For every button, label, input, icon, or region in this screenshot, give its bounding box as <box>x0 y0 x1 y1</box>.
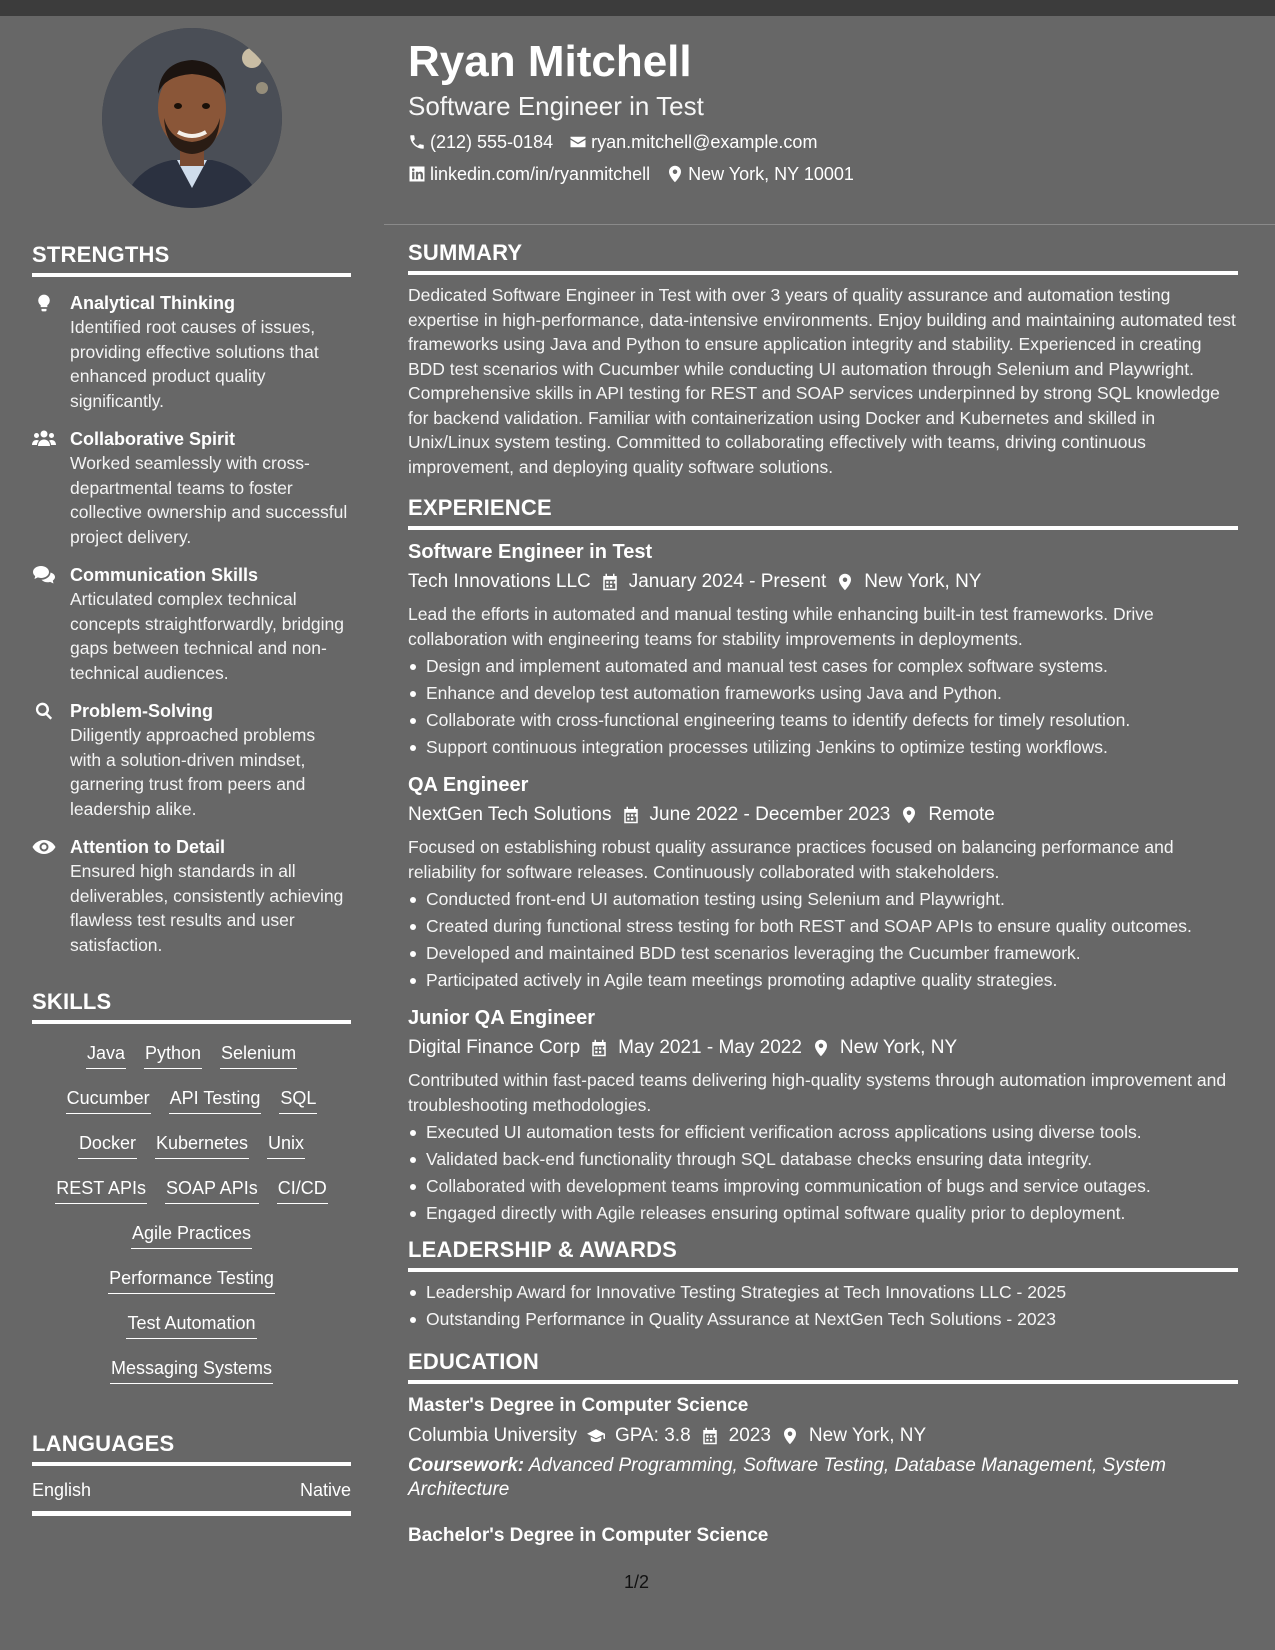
school-location: New York, NY <box>808 1425 927 1446</box>
job-bullet: Validated back-end functionality through SQL database checks ensuring data integrity. <box>408 1147 1238 1171</box>
comments-icon <box>32 563 70 685</box>
lightbulb-icon <box>32 291 70 413</box>
job-dates: June 2022 - December 2023 <box>649 804 891 825</box>
degree-title: Master's Degree in Computer Science <box>408 1395 749 1416</box>
experience-heading: EXPERIENCE <box>408 495 1238 530</box>
skill-tag: Docker <box>78 1130 137 1159</box>
page-number: 1/2 <box>624 1572 650 1592</box>
award-item: Outstanding Performance in Quality Assurance at NextGen Tech Solutions - 2023 <box>408 1307 1238 1331</box>
contact-phone: (212) 555-0184 <box>408 130 553 154</box>
linkedin-icon <box>408 165 426 183</box>
job-description: Lead the efforts in automated and manual testing while enhancing built-in test frameworks. Drive collaboration with engineering teams for stability improvements in deployments. <box>408 604 1154 649</box>
skill-tag: Performance Testing <box>108 1265 275 1294</box>
strength-description: Ensured high standards in all deliverables, consistently achieving flawless test results and user satisfaction. <box>70 861 344 955</box>
contact-location: New York, NY 10001 <box>666 162 854 186</box>
calendar-icon <box>590 1039 608 1057</box>
strength-item <box>32 835 351 957</box>
envelope-icon <box>569 133 587 151</box>
resume-header <box>408 34 1238 186</box>
map-marker-icon <box>666 165 684 183</box>
job-company: NextGen Tech Solutions <box>408 804 612 825</box>
job-bullet: Conducted front-end UI automation testing using Selenium and Playwright. <box>408 887 1238 911</box>
skills-section <box>32 989 351 1400</box>
job-bullet: Created during functional stress testing for both REST and SOAP APIs to ensure quality outcomes. <box>408 914 1238 938</box>
awards-heading: LEADERSHIP & AWARDS <box>408 1237 1238 1272</box>
job-title: QA Engineer <box>408 774 529 796</box>
education-heading: EDUCATION <box>408 1349 1238 1384</box>
job-title: Junior QA Engineer <box>408 1007 596 1029</box>
skill-tag: Test Automation <box>126 1310 256 1339</box>
language-level: Native <box>299 1480 351 1500</box>
calendar-icon <box>601 573 619 591</box>
job-description: Contributed within fast-paced teams delivering high-quality systems through automation improvement and troubleshooting methodologies. <box>408 1070 1227 1115</box>
contact-email[interactable]: ryan.mitchell@example.com <box>569 130 817 154</box>
languages-section <box>32 1431 351 1516</box>
job-location: New York, NY <box>864 571 982 592</box>
map-marker-icon <box>836 573 854 591</box>
strength-item <box>32 291 351 413</box>
skill-tag: REST APIs <box>55 1175 147 1204</box>
strength-item <box>32 699 351 821</box>
job-entry <box>408 1004 1238 1225</box>
skill-tag: SQL <box>279 1085 317 1114</box>
job-location: New York, NY <box>839 1037 958 1058</box>
skill-tag: CI/CD <box>277 1175 328 1204</box>
skill-tag: Unix <box>267 1130 305 1159</box>
header-divider <box>384 224 1275 225</box>
job-bullet: Engaged directly with Agile releases ensuring optimal software quality prior to deployment. <box>408 1201 1238 1225</box>
job-bullet: Developed and maintained BDD test scenarios leveraging the Cucumber framework. <box>408 941 1238 965</box>
contact-linkedin[interactable]: linkedin.com/in/ryanmitchell <box>408 162 650 186</box>
strength-description: Articulated complex technical concepts straightforwardly, bridging gaps between technical and non-technical audiences. <box>70 589 344 683</box>
job-bullet: Collaborate with cross-functional engineering teams to identify defects for timely resolution. <box>408 708 1238 732</box>
graduation-year: 2023 <box>728 1425 771 1446</box>
school-name: Columbia University <box>408 1425 577 1446</box>
job-description: Focused on establishing robust quality assurance practices focused on balancing performance and reliability for software releases. Continuously collaborated with stakeholders. <box>408 837 1174 882</box>
skill-tag: API Testing <box>169 1085 262 1114</box>
main-column <box>408 240 1238 1550</box>
strength-description: Identified root causes of issues, providing effective solutions that enhanced product quality significantly. <box>70 317 319 411</box>
skill-tag: Python <box>144 1040 202 1069</box>
search-icon <box>32 699 70 821</box>
skill-tag: Cucumber <box>66 1085 151 1114</box>
top-bar <box>0 0 1275 16</box>
portrait-illustration <box>102 28 282 208</box>
strength-description: Worked seamlessly with cross-departmental teams to foster collective ownership and successful project delivery. <box>70 453 348 547</box>
eye-icon <box>32 835 70 957</box>
job-bullet: Support continuous integration processes utilizing Jenkins to optimize testing workflows. <box>408 735 1238 759</box>
skill-tag: SOAP APIs <box>165 1175 259 1204</box>
strength-title: Collaborative Spirit <box>70 429 236 449</box>
strengths-heading: STRENGTHS <box>32 242 351 277</box>
skill-tag: Java <box>86 1040 126 1069</box>
job-location: Remote <box>928 804 995 825</box>
job-company: Digital Finance Corp <box>408 1037 581 1058</box>
award-item: Leadership Award for Innovative Testing Strategies at Tech Innovations LLC - 2025 <box>408 1280 1238 1304</box>
skill-tag: Messaging Systems <box>110 1355 273 1384</box>
strength-title: Communication Skills <box>70 565 259 585</box>
job-bullet: Enhance and develop test automation frameworks using Java and Python. <box>408 681 1238 705</box>
strength-item <box>32 563 351 685</box>
job-entry <box>408 771 1238 992</box>
map-marker-icon <box>781 1427 799 1445</box>
graduation-cap-icon <box>587 1427 605 1445</box>
calendar-icon <box>701 1427 719 1445</box>
job-bullet: Design and implement automated and manual test cases for complex software systems. <box>408 654 1238 678</box>
degree-title: Bachelor's Degree in Computer Science <box>408 1525 769 1546</box>
job-bullet: Participated actively in Agile team meetings promoting adaptive quality strategies. <box>408 968 1238 992</box>
summary-heading: SUMMARY <box>408 240 1238 275</box>
skill-tag: Kubernetes <box>155 1130 249 1159</box>
strength-description: Diligently approached problems with a solution-driven mindset, garnering trust from peers and leadership alike. <box>70 725 316 819</box>
language-row <box>32 1480 351 1516</box>
job-bullet: Executed UI automation tests for efficient verification across applications using diverse tools. <box>408 1120 1238 1144</box>
job-bullet: Collaborated with development teams improving communication of bugs and service outages. <box>408 1174 1238 1198</box>
education-entry <box>408 1522 1238 1550</box>
profile-photo <box>102 28 282 208</box>
coursework: Coursework: Advanced Programming, Software Testing, Database Management, System Architecture <box>408 1455 1166 1500</box>
skill-tag: Selenium <box>220 1040 297 1069</box>
job-title: Software Engineer in Test <box>408 541 653 563</box>
summary-text: Dedicated Software Engineer in Test with over 3 years of quality assurance and automation testing expertise in high-performance, data-intensive environments. Enjoy building and maintaining automated test frameworks using Java and Python to ensure application integrity and stability. Experienced in creating BDD test scenarios with Cucumber while conducting UI automation through Selenium and Playwright. Comprehensive skills in API testing for REST and SOAP services underpinned by strong SQL knowledge for backend validation. Familiar with containerization using Docker and Kubernetes and skilled in Unix/Linux system testing. Committed to collaborating effectively with teams, driving continuous improvement, and deploying quality software solutions. <box>408 285 1236 477</box>
languages-heading: LANGUAGES <box>32 1431 351 1466</box>
phone-icon <box>408 133 426 151</box>
strength-title: Attention to Detail <box>70 837 225 857</box>
language-name: English <box>32 1480 92 1500</box>
job-dates: January 2024 - Present <box>628 571 827 592</box>
education-entry <box>408 1392 1238 1502</box>
candidate-name: Ryan Mitchell <box>408 37 692 86</box>
job-company: Tech Innovations LLC <box>408 571 591 592</box>
strength-title: Problem-Solving <box>70 701 214 721</box>
gpa: GPA: 3.8 <box>614 1425 691 1446</box>
skills-heading: SKILLS <box>32 989 351 1024</box>
skill-tag: Agile Practices <box>131 1220 252 1249</box>
strength-title: Analytical Thinking <box>70 293 236 313</box>
job-entry <box>408 538 1238 759</box>
calendar-icon <box>622 806 640 824</box>
map-marker-icon <box>900 806 918 824</box>
job-dates: May 2021 - May 2022 <box>618 1037 802 1058</box>
strength-item <box>32 427 351 549</box>
map-marker-icon <box>812 1039 830 1057</box>
users-icon <box>32 427 70 549</box>
candidate-title: Software Engineer in Test <box>408 91 704 121</box>
strengths-section <box>32 242 351 957</box>
